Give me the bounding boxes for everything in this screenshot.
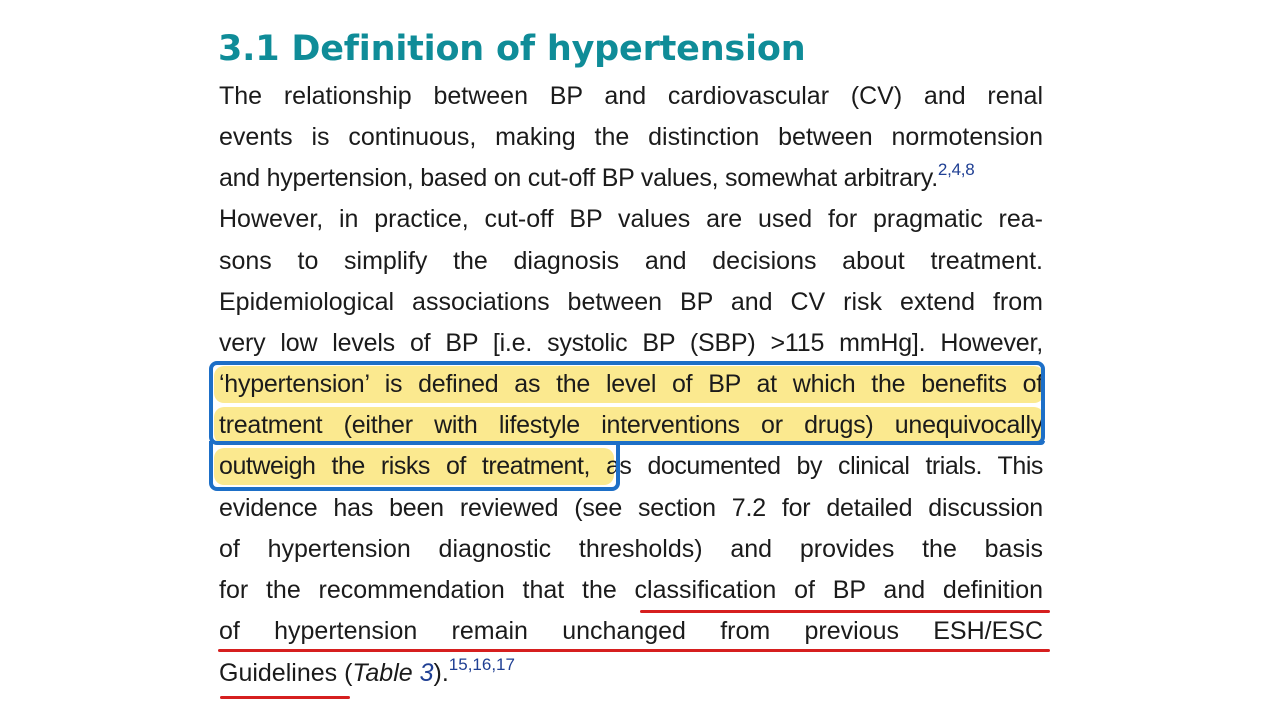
underline-line-14 — [218, 649, 1050, 652]
paragraph-line-2: events is continuous, making the distinction between normotension — [219, 123, 1043, 151]
paragraph-line-9: treatment (either with lifestyle interventions or drugs) unequivocally — [219, 411, 1043, 439]
paragraph-line-15-text: Guidelines ( — [219, 659, 353, 687]
paragraph-line-3 — [219, 158, 1043, 198]
paragraph-line-7: very low levels of BP [i.e. systolic BP (SBP) >115 mmHg]. However, — [219, 329, 1043, 357]
section-heading: 3.1 Definition of hypertension — [218, 29, 806, 69]
paragraph-line-11: evidence has been reviewed (see section 7.2 for detailed discussion — [219, 494, 1043, 522]
paragraph-line-5: sons to simplify the diagnosis and decisions about treatment. — [219, 247, 1043, 275]
paragraph-line-6: Epidemiological associations between BP and CV risk extend from — [219, 288, 1043, 316]
table-3-link[interactable]: 3 — [419, 659, 434, 687]
annotation-box-step — [616, 441, 1045, 445]
underline-line-15 — [220, 696, 350, 699]
paragraph-line-12: of hypertension diagnostic thresholds) and provides the basis — [219, 535, 1043, 563]
citation-link-15-16-17[interactable]: 15,16,17 — [448, 655, 515, 674]
paragraph-line-10: outweigh the risks of treatment, as documented by clinical trials. This — [219, 452, 1043, 480]
paragraph-line-3-text: and hypertension, based on cut-off BP values, somewhat arbitrary. — [219, 164, 938, 192]
citation-link-2-4-8[interactable]: 2,4,8 — [937, 160, 975, 179]
paragraph-line-1: The relationship between BP and cardiovascular (CV) and renal — [219, 82, 1043, 110]
paragraph-line-15 — [219, 653, 1043, 693]
annotation-box-top — [209, 361, 1045, 445]
paragraph-line-13: for the recommendation that the classification of BP and definition — [219, 576, 1043, 604]
paragraph-line-8: ‘hypertension’ is defined as the level of BP at which the benefits of — [219, 370, 1043, 398]
paragraph-line-4: However, in practice, cut-off BP values are used for pragmatic rea- — [219, 205, 1043, 233]
table-ref-label: Table — [352, 659, 420, 687]
annotation-box-bottom — [209, 441, 620, 491]
paragraph-line-15-close: ). — [433, 659, 449, 687]
paragraph-line-14: of hypertension remain unchanged from previous ESH/ESC — [219, 617, 1043, 645]
underline-line-13 — [640, 610, 1050, 613]
